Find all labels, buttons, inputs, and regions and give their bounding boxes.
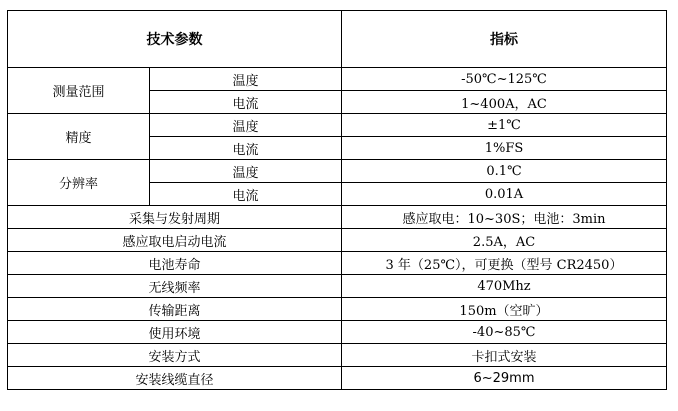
- group-label-resolution: 分辨率: [8, 160, 150, 206]
- spec-value: 1%FS: [342, 137, 667, 160]
- table-row: [8, 298, 667, 321]
- spec-value: 卡扣式安装: [342, 344, 667, 367]
- sub-label: 温度: [150, 114, 342, 137]
- header-row: [8, 11, 667, 68]
- row-label: 安装线缆直径: [8, 367, 342, 390]
- table-row: [8, 160, 667, 183]
- row-label: 使用环境: [8, 321, 342, 344]
- sub-label: 温度: [150, 68, 342, 91]
- group-label-range: 测量范围: [8, 68, 150, 114]
- spec-value: 感应取电：10~30S；电池：3min: [342, 206, 667, 229]
- spec-value: -50℃~125℃: [342, 68, 667, 91]
- spec-value: 0.01A: [342, 183, 667, 206]
- row-label: 感应取电启动电流: [8, 229, 342, 252]
- table-row: [8, 206, 667, 229]
- table-row: [8, 275, 667, 298]
- table-row: [8, 321, 667, 344]
- spec-value: 2.5A，AC: [342, 229, 667, 252]
- spec-value: 6~29mm: [342, 367, 667, 390]
- header-spec: 指标: [342, 11, 667, 68]
- header-param: 技术参数: [8, 11, 342, 68]
- spec-value: ±1℃: [342, 114, 667, 137]
- table-row: [8, 114, 667, 137]
- table-row: [8, 367, 667, 390]
- spec-table: [7, 10, 667, 390]
- spec-value: 470Mhz: [342, 275, 667, 298]
- group-label-accuracy: 精度: [8, 114, 150, 160]
- row-label: 安装方式: [8, 344, 342, 367]
- sub-label: 电流: [150, 183, 342, 206]
- spec-value: -40~85℃: [342, 321, 667, 344]
- sub-label: 温度: [150, 160, 342, 183]
- spec-value: 0.1℃: [342, 160, 667, 183]
- sub-label: 电流: [150, 91, 342, 114]
- sub-label: 电流: [150, 137, 342, 160]
- table-row: [8, 68, 667, 91]
- row-label: 无线频率: [8, 275, 342, 298]
- row-label: 传输距离: [8, 298, 342, 321]
- table-row: [8, 229, 667, 252]
- spec-value: 150m（空旷）: [342, 298, 667, 321]
- spec-value: 1~400A，AC: [342, 91, 667, 114]
- row-label: 电池寿命: [8, 252, 342, 275]
- spec-value: 3 年（25℃），可更换（型号 CR2450）: [342, 252, 667, 275]
- table-row: [8, 252, 667, 275]
- row-label: 采集与发射周期: [8, 206, 342, 229]
- table-row: [8, 344, 667, 367]
